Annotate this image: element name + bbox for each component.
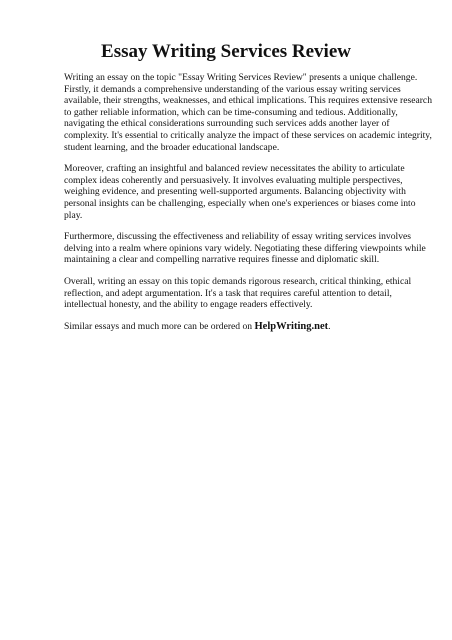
order-line (64, 321, 436, 333)
order-text: Similar essays and much more can be ordered on (64, 320, 253, 332)
order-period: . (328, 320, 331, 332)
document-body (64, 72, 436, 332)
document-title: Essay Writing Services Review (101, 41, 351, 62)
paragraph-effectiveness: Furthermore, discussing the effectiveness and reliability of essay writing services involves delving into a realm where opinions vary widely. Negotiating these differing viewpoints while maintaining a clear and compelling narrative requires finesse and diplomatic skill. (64, 231, 426, 266)
helpwriting-link[interactable]: HelpWriting.net (254, 320, 329, 332)
paragraph-overall: Overall, writing an essay on this topic demands rigorous research, critical thinking, ethical reflection, and adept argumentation. It's a task that requires careful attention to detail, intellectual honesty, and the ability to engage readers effectively. (64, 275, 412, 311)
paragraph-intro: Writing an essay on the topic "Essay Writing Services Review" presents a unique challenge. Firstly, it demands a comprehensive understanding of the various essay writing services available, their strengths, weaknesses, and ethical implications. This requires extensive research to gather reliable information, which can be time-consuming and tedious. Additionally, navigating the ethical considerations surrounding such services adds another layer of complexity. It's essential to critically analyze the impact of these services on academic integrity, student learning, and the broader educational landscape. (64, 72, 432, 153)
paragraph-review: Moreover, crafting an insightful and balanced review necessitates the ability to articulate complex ideas coherently and persuasively. It involves evaluating multiple perspectives, weighing evidence, and presenting well-supported arguments. Balancing objectivity with personal insights can be challenging, especially when one's experiences or biases come into play. (64, 163, 416, 221)
